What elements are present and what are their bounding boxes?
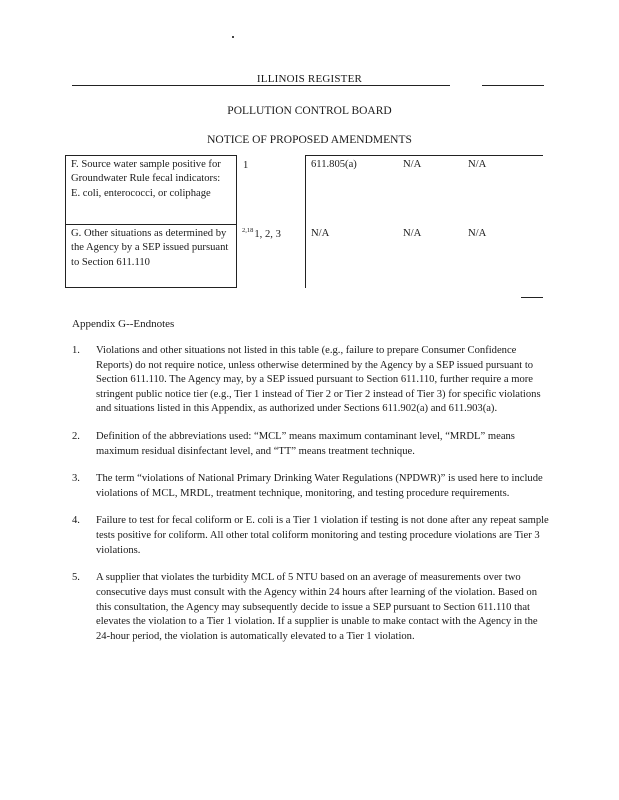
violations-table xyxy=(65,155,543,288)
row-col5: N/A xyxy=(463,156,543,225)
endnote-text: Violations and other situations not listed in this table (e.g., failure to prepare Consumer Confidence Reports) do not require notice, unless otherwise determined by the Agency by a SEP issued pursuant to Section 611.110. The Agency may, by a SEP issued pursuant to Section 611.110, further require a more stringent public notice tier (e.g., Tier 1 instead of Tier 2 or Tier 2 instead of Tier 3) for specific violations and situations listed in this Appendix, as authorized under Sections 611.902(a) and 611.903(a). xyxy=(96,345,541,415)
row-col4: N/A xyxy=(403,227,422,239)
row-tier xyxy=(237,225,306,288)
row-col5: N/A xyxy=(468,227,487,239)
tier-value: 1, 2, 3 xyxy=(254,228,281,240)
endnotes-list xyxy=(72,344,550,657)
table-row xyxy=(66,156,544,225)
tier-superscript: 2,18 xyxy=(242,226,254,234)
register-title: ILLINOIS REGISTER xyxy=(256,73,363,85)
endnote-number: 1. xyxy=(72,345,80,356)
list-item xyxy=(72,472,550,501)
list-item xyxy=(72,344,550,417)
board-name: POLLUTION CONTROL BOARD xyxy=(227,105,392,117)
endnote-text: Failure to test for fecal coliform or E. coli is a Tier 1 violation if testing is not done after any repeat sample tests positive for coliform. All other total coliform monitoring and testing procedure violations are Tier 3 violations. xyxy=(96,515,549,556)
list-item xyxy=(72,430,550,459)
tier-value: 1 xyxy=(243,159,249,171)
endnote-number: 2. xyxy=(72,431,80,443)
scan-speck xyxy=(232,36,234,38)
row-col4: N/A xyxy=(398,156,463,225)
row-tier xyxy=(237,156,306,225)
endnote-number: 5. xyxy=(72,572,80,584)
notice-heading: NOTICE OF PROPOSED AMENDMENTS xyxy=(207,134,412,146)
row-section: 611.805(a) xyxy=(306,156,399,225)
table-row xyxy=(66,225,544,288)
table-bottom-rule xyxy=(521,297,543,298)
list-item xyxy=(72,571,550,644)
appendix-title: Appendix G--Endnotes xyxy=(72,318,175,330)
endnote-text: A supplier that violates the turbidity MCL of 5 NTU based on an average of measurements over two consecutive days must consult with the Agency within 24 hours after learning of the violation. Based on this consultation, the Agency may subsequently decide to issue a SEP pursuant to Section 611.110 that elevates the violation to a Tier 1 violation. If a supplier is unable to make contact with the Agency in the 24-hour period, the violation is automatically elevated to a Tier 1 violation. xyxy=(96,572,538,642)
row-description: G. Other situations as determined by the Agency by a SEP issued pursuant to Section 611.110 xyxy=(66,225,237,288)
endnote-text: The term “violations of National Primary Drinking Water Regulations (NPDWR)” is used here to include violations of MCL, MRDL, treatment technique, monitoring, and testing procedure requirements. xyxy=(96,473,543,499)
row-description: F. Source water sample positive for Groundwater Rule fecal indicators: E. coli, enterococci, or coliphage xyxy=(66,156,237,225)
endnote-number: 4. xyxy=(72,515,80,527)
row-section: N/A xyxy=(306,225,399,288)
endnote-number: 3. xyxy=(72,473,80,485)
endnote-text: Definition of the abbreviations used: “MCL” means maximum contaminant level, “MRDL” means maximum residual disinfectant level, and “TT” means treatment technique. xyxy=(96,431,515,457)
list-item xyxy=(72,514,550,558)
